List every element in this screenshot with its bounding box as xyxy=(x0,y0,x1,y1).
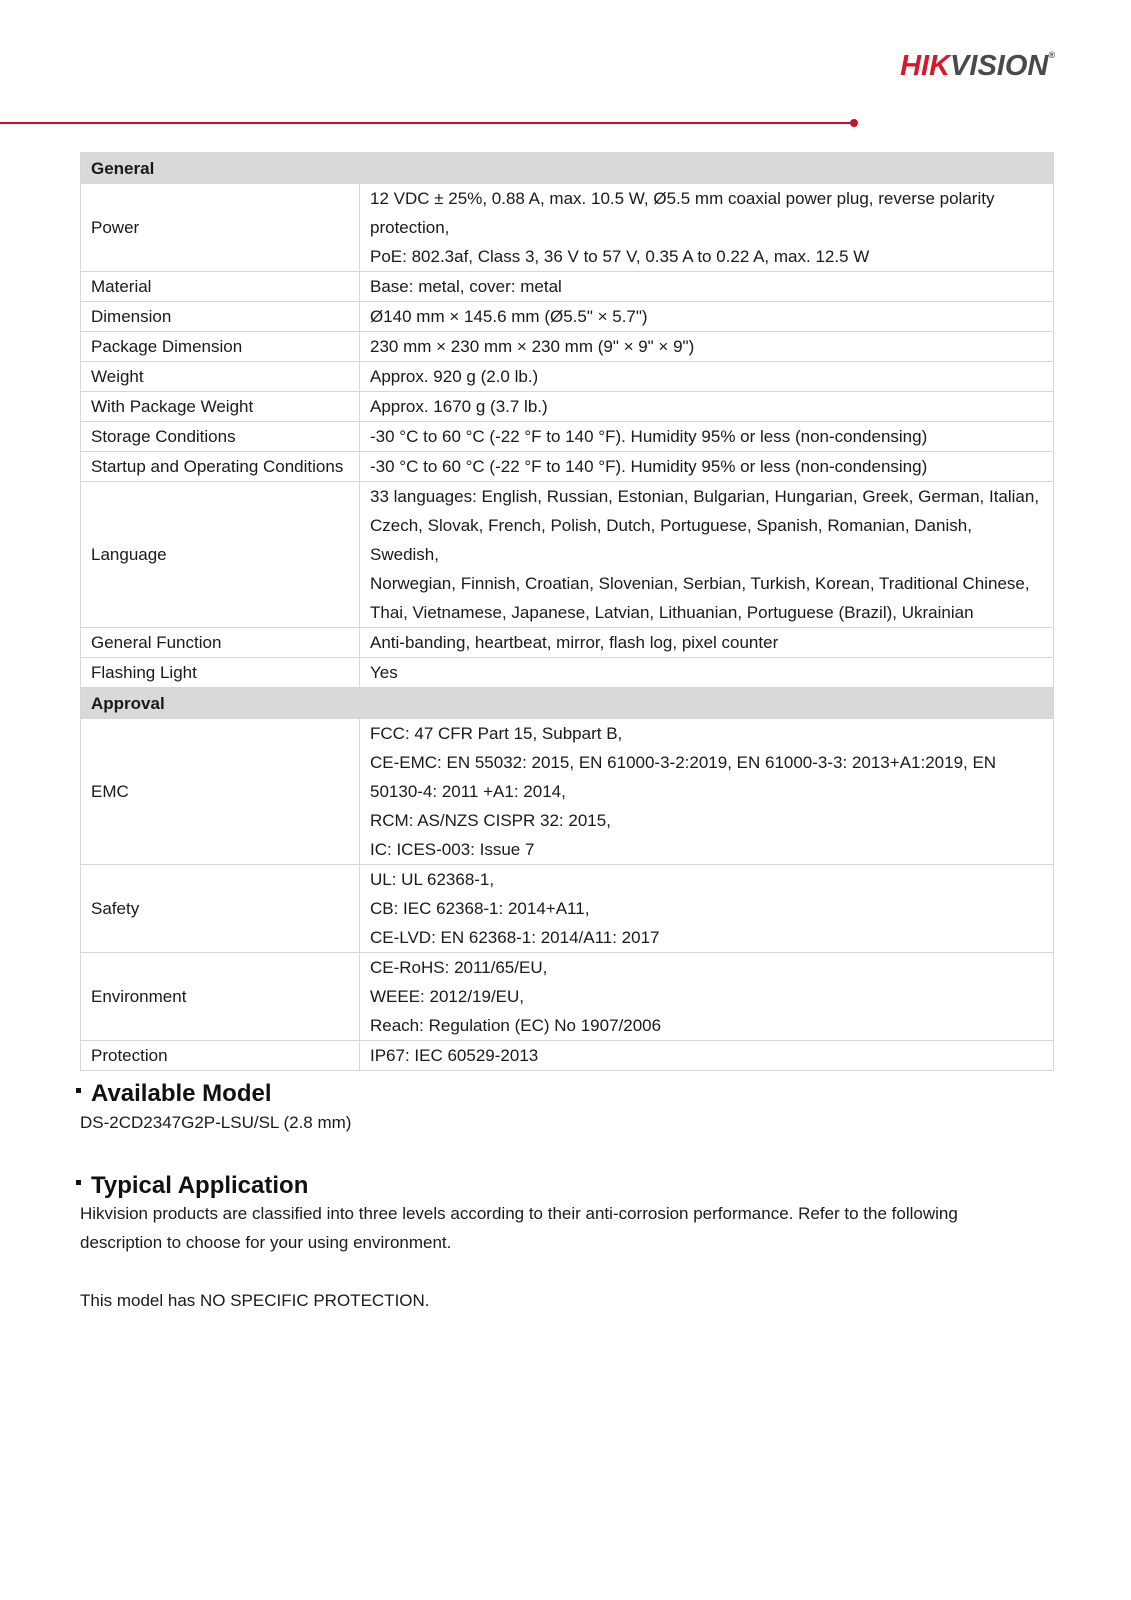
spec-key: Startup and Operating Conditions xyxy=(81,452,360,482)
spec-value-line: Reach: Regulation (EC) No 1907/2006 xyxy=(370,1016,662,1035)
table-row xyxy=(81,302,1054,332)
table-row xyxy=(81,719,1054,865)
logo-vision: VISION xyxy=(950,50,1049,82)
spec-value xyxy=(360,865,1054,953)
spec-value-line: WEEE: 2012/19/EU, xyxy=(370,987,525,1006)
table-row xyxy=(81,184,1054,272)
table-row xyxy=(81,362,1054,392)
spec-value-line: Base: metal, cover: metal xyxy=(370,277,562,296)
header-divider-dot xyxy=(850,119,858,127)
spec-key: Language xyxy=(81,482,360,628)
spec-value-line: -30 °C to 60 °C (-22 °F to 140 °F). Humidity 95% or less (non-condensing) xyxy=(370,427,928,446)
section-header-row xyxy=(81,153,1054,184)
spec-value-line: CE-RoHS: 2011/65/EU, xyxy=(370,958,548,977)
table-row xyxy=(81,865,1054,953)
spec-key: Package Dimension xyxy=(81,332,360,362)
table-row xyxy=(81,482,1054,628)
bullet-icon xyxy=(76,1180,81,1185)
spec-key: Storage Conditions xyxy=(81,422,360,452)
spec-value xyxy=(360,658,1054,688)
spec-value xyxy=(360,953,1054,1041)
spec-value-line: CE-LVD: EN 62368-1: 2014/A11: 2017 xyxy=(370,928,660,947)
spec-value-line: 12 VDC ± 25%, 0.88 A, max. 10.5 W, Ø5.5 mm coaxial power plug, reverse polarity xyxy=(370,189,995,208)
spec-key: With Package Weight xyxy=(81,392,360,422)
typical-application-note: This model has NO SPECIFIC PROTECTION. xyxy=(80,1291,430,1310)
spec-value xyxy=(360,302,1054,332)
spec-value-line: -30 °C to 60 °C (-22 °F to 140 °F). Humidity 95% or less (non-condensing) xyxy=(370,457,928,476)
table-row xyxy=(81,272,1054,302)
spec-value-line: FCC: 47 CFR Part 15, Subpart B, xyxy=(370,724,623,743)
spec-value xyxy=(360,628,1054,658)
spec-key: Dimension xyxy=(81,302,360,332)
header-divider xyxy=(0,122,850,124)
spec-table-body xyxy=(81,153,1054,1071)
section-header: Approval xyxy=(81,688,1054,719)
spec-table xyxy=(80,152,1054,1071)
table-row xyxy=(81,392,1054,422)
spec-value xyxy=(360,362,1054,392)
section-header: General xyxy=(81,153,1054,184)
spec-key: Safety xyxy=(81,865,360,953)
typical-application-line1: Hikvision products are classified into three levels according to their anti-corrosion performance. Refer to the following xyxy=(80,1204,958,1223)
section-header-row xyxy=(81,688,1054,719)
available-model-text: DS-2CD2347G2P-LSU/SL (2.8 mm) xyxy=(80,1113,352,1132)
typical-application-heading xyxy=(76,1172,308,1200)
spec-value xyxy=(360,272,1054,302)
spec-value-line: 230 mm × 230 mm × 230 mm (9" × 9" × 9") xyxy=(370,337,695,356)
logo-hik: HIK xyxy=(900,50,951,82)
spec-key: Environment xyxy=(81,953,360,1041)
table-row xyxy=(81,422,1054,452)
spec-value xyxy=(360,332,1054,362)
available-model-heading xyxy=(76,1080,272,1108)
table-row xyxy=(81,332,1054,362)
spec-value-line: CE-EMC: EN 55032: 2015, EN 61000-3-2:2019, EN 61000-3-3: 2013+A1:2019, EN xyxy=(370,753,997,772)
spec-value-line: IC: ICES-003: Issue 7 xyxy=(370,840,535,859)
spec-value-line: CB: IEC 62368-1: 2014+A11, xyxy=(370,899,590,918)
spec-value xyxy=(360,719,1054,865)
spec-value-line: Thai, Vietnamese, Japanese, Latvian, Lithuanian, Portuguese (Brazil), Ukrainian xyxy=(370,603,974,622)
spec-key: EMC xyxy=(81,719,360,865)
spec-key: Protection xyxy=(81,1041,360,1071)
spec-value xyxy=(360,392,1054,422)
spec-value-line: IP67: IEC 60529-2013 xyxy=(370,1046,539,1065)
spec-key: Material xyxy=(81,272,360,302)
hikvision-logo xyxy=(900,50,1055,83)
spec-key: Flashing Light xyxy=(81,658,360,688)
table-row xyxy=(81,452,1054,482)
typical-application-title: Typical Application xyxy=(91,1172,309,1199)
logo-trademark: ® xyxy=(1048,50,1055,60)
spec-value-line: Anti-banding, heartbeat, mirror, flash log, pixel counter xyxy=(370,633,779,652)
table-row xyxy=(81,628,1054,658)
typical-application-line2: description to choose for your using environment. xyxy=(80,1233,452,1252)
spec-value-line: RCM: AS/NZS CISPR 32: 2015, xyxy=(370,811,611,830)
spec-value xyxy=(360,452,1054,482)
spec-value-line: Czech, Slovak, French, Polish, Dutch, Portuguese, Spanish, Romanian, Danish, Swedish, xyxy=(370,516,972,564)
spec-key: Power xyxy=(81,184,360,272)
available-model-title: Available Model xyxy=(91,1080,272,1107)
spec-value-line: 33 languages: English, Russian, Estonian, Bulgarian, Hungarian, Greek, German, Italian, xyxy=(370,487,1040,506)
spec-value-line: protection, xyxy=(370,218,450,237)
table-row xyxy=(81,953,1054,1041)
spec-value xyxy=(360,1041,1054,1071)
spec-value-line: 50130-4: 2011 +A1: 2014, xyxy=(370,782,566,801)
spec-key: General Function xyxy=(81,628,360,658)
spec-value-line: Approx. 1670 g (3.7 lb.) xyxy=(370,397,548,416)
spec-value xyxy=(360,482,1054,628)
table-row xyxy=(81,1041,1054,1071)
spec-value-line: UL: UL 62368-1, xyxy=(370,870,495,889)
spec-value-line: Approx. 920 g (2.0 lb.) xyxy=(370,367,539,386)
spec-key: Weight xyxy=(81,362,360,392)
spec-value xyxy=(360,184,1054,272)
bullet-icon xyxy=(76,1088,81,1093)
spec-value-line: Ø140 mm × 145.6 mm (Ø5.5" × 5.7") xyxy=(370,307,648,326)
spec-value xyxy=(360,422,1054,452)
table-row xyxy=(81,658,1054,688)
spec-value-line: Yes xyxy=(370,663,398,682)
spec-value-line: Norwegian, Finnish, Croatian, Slovenian, Serbian, Turkish, Korean, Traditional Chinese, xyxy=(370,574,1030,593)
spec-value-line: PoE: 802.3af, Class 3, 36 V to 57 V, 0.35 A to 0.22 A, max. 12.5 W xyxy=(370,247,870,266)
